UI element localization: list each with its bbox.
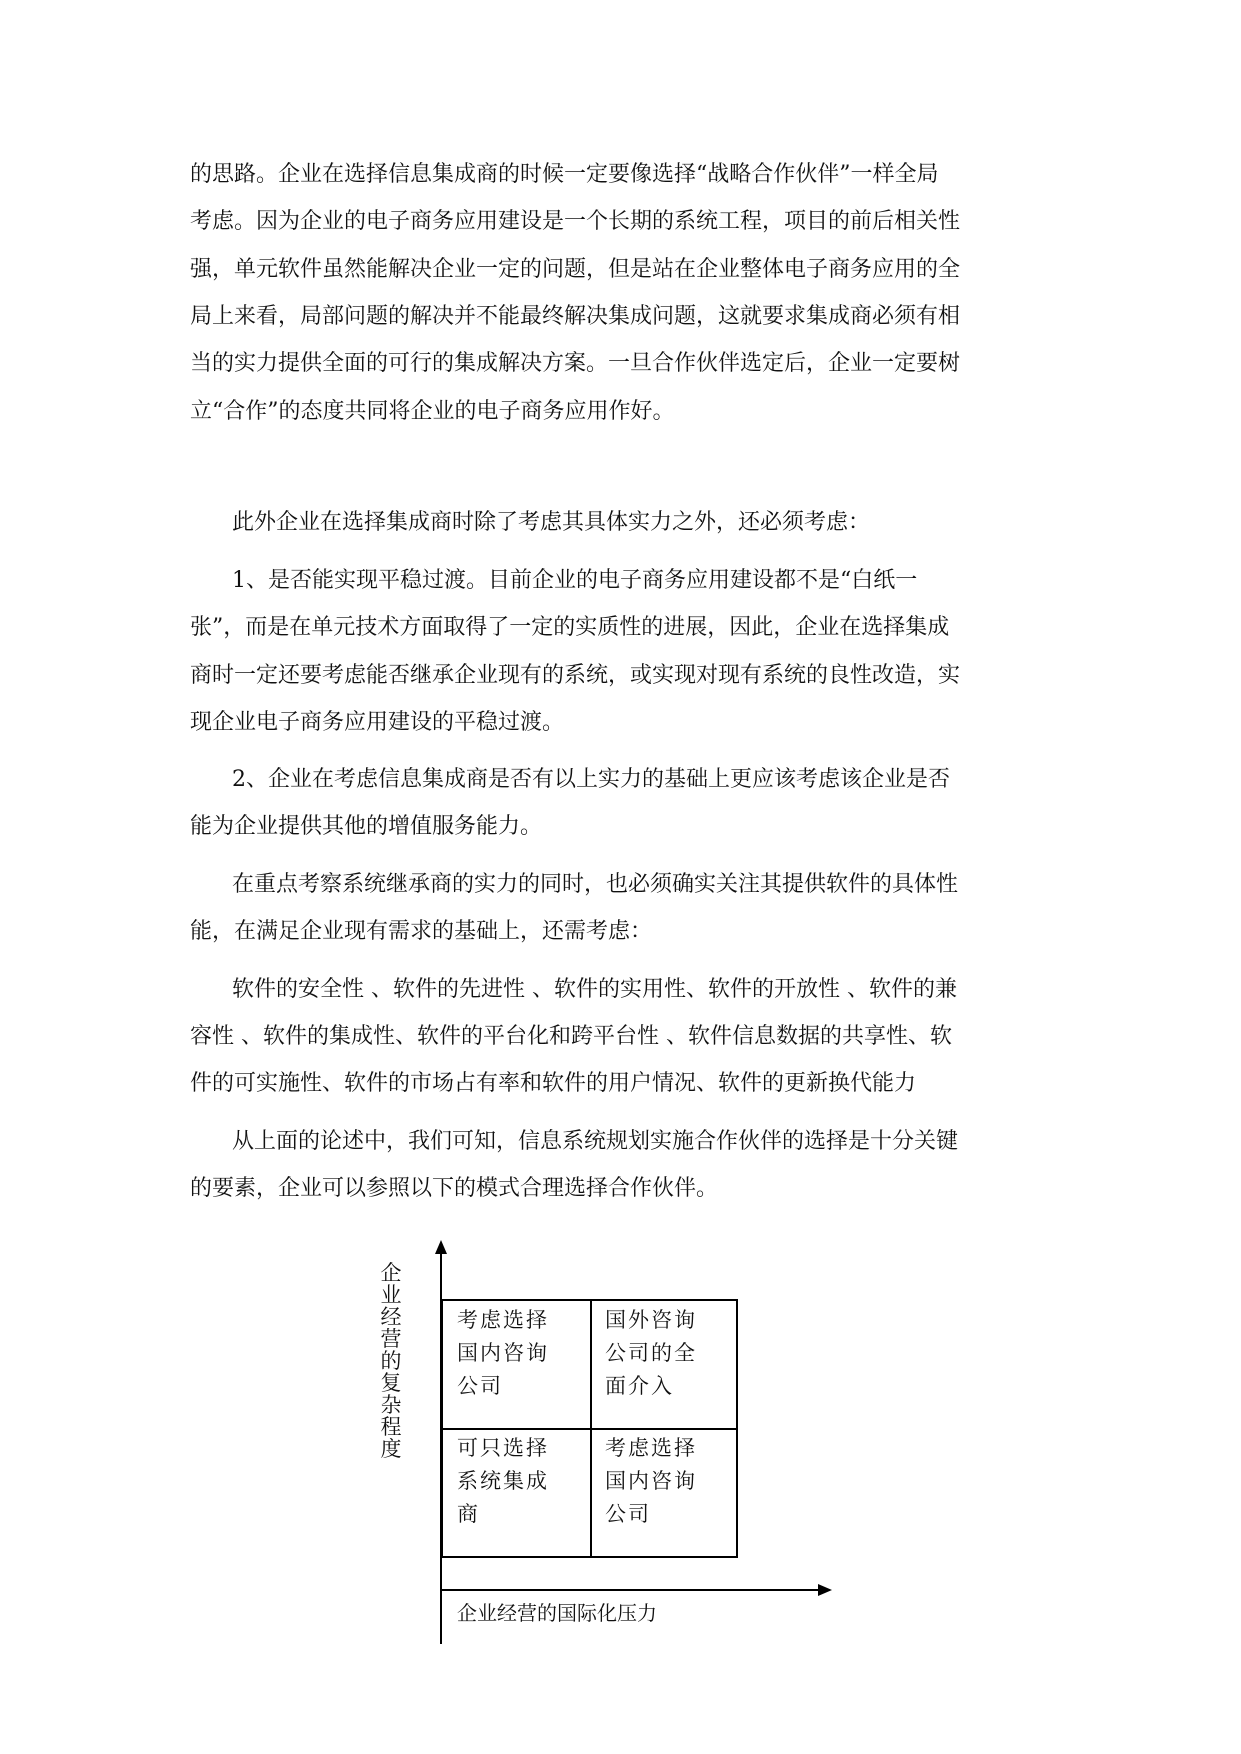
y-axis-arrow-icon xyxy=(435,1240,447,1254)
x-axis-label: 企业经营的国际化压力 xyxy=(457,1601,657,1625)
quadrant-bottom-right: 考虑选择国内咨询公司 xyxy=(605,1436,697,1526)
grid-divider-horizontal xyxy=(443,1428,736,1430)
text-line: 能，在满足企业现有需求的基础上，还需考虑： xyxy=(190,919,653,944)
text-line: 现企业电子商务应用建设的平稳过渡。 xyxy=(190,710,565,735)
text-line: 从上面的论述中，我们可知，信息系统规划实施合作伙伴的选择是十分关键 xyxy=(232,1129,959,1154)
quadrant-grid xyxy=(441,1299,738,1558)
text-line: 此外企业在选择集成商时除了考虑其具体实力之外，还必须考虑： xyxy=(232,510,871,535)
text-line: 能为企业提供其他的增值服务能力。 xyxy=(190,814,543,839)
text-line: 的思路。企业在选择信息集成商的时候一定要像选择“战略合作伙伴”一样全局 xyxy=(190,162,939,187)
text-line: 当的实力提供全面的可行的集成解决方案。一旦合作伙伴选定后，企业一定要树 xyxy=(190,351,961,376)
text-line: 容性 、软件的集成性、软件的平台化和跨平台性 、软件信息数据的共享性、软 xyxy=(190,1024,952,1049)
text-line: 1、是否能实现平稳过渡。目前企业的电子商务应用建设都不是“白纸一 xyxy=(232,568,918,593)
quadrant-bottom-left: 可只选择系统集成商 xyxy=(457,1436,549,1526)
x-axis-arrow-icon xyxy=(818,1584,832,1596)
quadrant-top-right: 国外咨询公司的全面介入 xyxy=(605,1308,697,1398)
text-line: 件的可实施性、软件的市场占有率和软件的用户情况、软件的更新换代能力 xyxy=(190,1071,917,1096)
text-line: 在重点考察系统继承商的实力的同时，也必须确实关注其提供软件的具体性 xyxy=(232,872,959,897)
text-line: 张”，而是在单元技术方面取得了一定的实质性的进展，因此，企业在选择集成 xyxy=(190,615,950,640)
quadrant-top-left: 考虑选择国内咨询公司 xyxy=(457,1308,549,1398)
text-line: 2、企业在考虑信息集成商是否有以上实力的基础上更应该考虑该企业是否 xyxy=(232,767,950,792)
text-line: 强，单元软件虽然能解决企业一定的问题，但是站在企业整体电子商务应用的全 xyxy=(190,257,961,282)
x-axis-line xyxy=(440,1589,820,1591)
text-line: 商时一定还要考虑能否继承企业现有的系统，或实现对现有系统的良性改造，实 xyxy=(190,663,961,688)
text-line: 的要素，企业可以参照以下的模式合理选择合作伙伴。 xyxy=(190,1176,719,1201)
text-line: 软件的安全性 、软件的先进性 、软件的实用性、软件的开放性 、软件的兼 xyxy=(232,977,957,1002)
text-line: 考虑。因为企业的电子商务应用建设是一个长期的系统工程，项目的前后相关性 xyxy=(190,209,961,234)
text-line: 立“合作”的态度共同将企业的电子商务应用作好。 xyxy=(190,399,675,424)
text-line: 局上来看，局部问题的解决并不能最终解决集成问题，这就要求集成商必须有相 xyxy=(190,304,961,329)
y-axis-label: 企业经营的复杂程度 xyxy=(380,1261,402,1461)
